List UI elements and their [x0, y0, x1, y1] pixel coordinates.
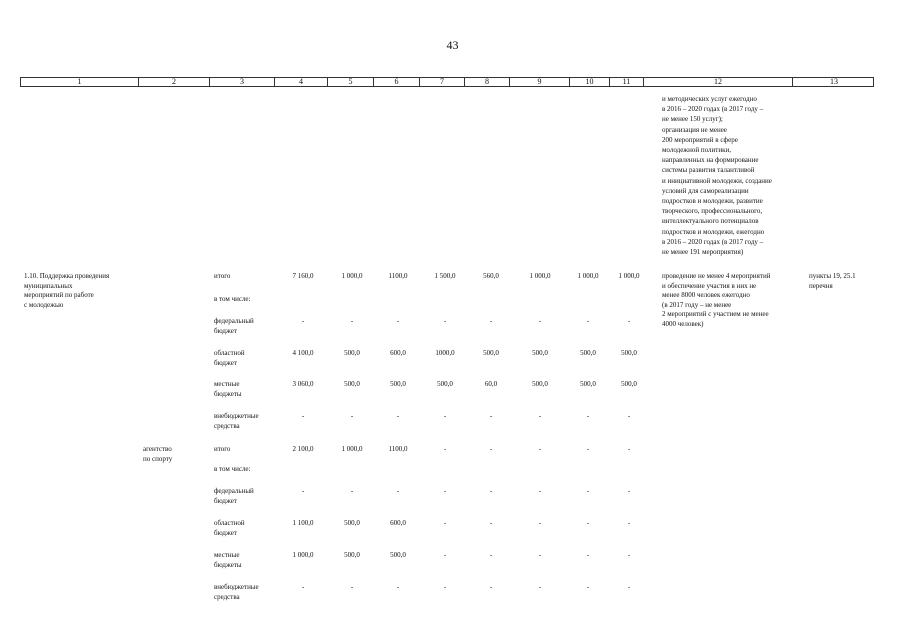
funding-value: - [538, 583, 542, 591]
funding-value: - [396, 412, 400, 420]
funding-value: 500,0 [344, 380, 360, 388]
row-label: местные [214, 380, 240, 388]
funding-value: 500,0 [344, 519, 360, 527]
measure-title-line: с молодежью [24, 300, 64, 309]
funding-value: 4 100,0 [292, 349, 314, 357]
funding-value: 500,0 [344, 349, 360, 357]
funding-value: - [627, 412, 631, 420]
funding-value: - [538, 412, 542, 420]
column-number-3: 3 [210, 78, 275, 86]
funding-value: 1000,0 [435, 349, 455, 357]
row-label: средства [214, 592, 240, 601]
column-number-7: 7 [420, 78, 465, 86]
reference-line: перечня [809, 281, 833, 290]
column-number-10: 10 [570, 78, 610, 86]
reference-line: пункты 19, 25.1 [809, 272, 856, 280]
column-number-5: 5 [328, 78, 374, 86]
funding-value: - [586, 487, 590, 495]
funding-value: 600,0 [390, 519, 406, 527]
funding-value: - [350, 412, 354, 420]
goal-text-line: подростков и молодежи, ежегодно [662, 227, 765, 236]
funding-value: 500,0 [390, 380, 406, 388]
result-text-line: менее 8000 человек ежегодно [662, 291, 750, 299]
funding-value: 1 000,0 [618, 272, 640, 280]
column-number-6: 6 [374, 78, 420, 86]
funding-value: - [443, 519, 447, 527]
funding-value: 1 500,0 [434, 272, 456, 280]
goal-text-line: молодежной политики, [662, 146, 731, 154]
funding-value: 1 000,0 [529, 272, 551, 280]
goal-text-line: условий для самореализации [662, 186, 749, 195]
result-text-line: 4000 человек) [662, 319, 704, 328]
funding-value: - [350, 487, 354, 495]
funding-value: 1 100,0 [292, 519, 314, 527]
funding-value: - [627, 583, 631, 591]
column-number-13: 13 [830, 77, 838, 86]
row-label: средства [214, 421, 240, 430]
funding-value: - [538, 445, 542, 453]
column-number-9: 9 [510, 78, 570, 86]
funding-value: 500,0 [621, 349, 637, 357]
funding-value: - [627, 445, 631, 453]
funding-value: - [538, 551, 542, 559]
executor-line: по спорту [143, 454, 173, 463]
funding-value: - [443, 583, 447, 591]
executor-line: агентство [143, 445, 172, 453]
funding-value: 3 060,0 [292, 380, 314, 388]
funding-value: - [350, 317, 354, 325]
row-label: внебюджетные [214, 583, 259, 591]
funding-value: 2 100,0 [292, 445, 314, 453]
funding-value: - [301, 487, 305, 495]
row-label: бюджеты [214, 560, 242, 569]
funding-value: 500,0 [344, 551, 360, 559]
funding-value: - [627, 519, 631, 527]
funding-value: - [489, 583, 493, 591]
column-number-1: 1 [21, 78, 139, 86]
funding-value: - [586, 519, 590, 527]
funding-value: 1 000,0 [577, 272, 599, 280]
goal-text-line: не менее 150 услуг); [662, 115, 723, 124]
funding-value: 7 160,0 [292, 272, 314, 280]
funding-value: - [586, 583, 590, 591]
goal-text-line: не менее 191 мероприятия) [662, 248, 744, 256]
column-number-2: 2 [139, 78, 210, 86]
funding-value: - [627, 487, 631, 495]
row-label: в том числе: [214, 465, 251, 473]
result-text-line: и обеспечение участия в них не [662, 281, 757, 290]
funding-value: 500,0 [437, 380, 453, 388]
result-text-line: 2 мероприятий с участием не менее [662, 310, 769, 318]
funding-value: 1 000,0 [341, 445, 363, 453]
row-label: бюджет [214, 496, 237, 505]
funding-value: 500,0 [580, 380, 596, 388]
row-label: внебюджетные [214, 412, 259, 420]
funding-value: 500,0 [532, 380, 548, 388]
goal-text-line: в 2016 – 2020 годах (в 2017 году – [662, 237, 764, 246]
goal-text-line: и инициативной молодежи, создание [662, 176, 772, 185]
goal-text-line: интеллектуального потенциалов [662, 217, 759, 226]
funding-value: - [586, 445, 590, 453]
row-label: итого [214, 272, 231, 280]
funding-value: 1100,0 [388, 272, 408, 280]
funding-value: 500,0 [483, 349, 499, 357]
funding-value: - [489, 412, 493, 420]
funding-value: 500,0 [621, 380, 637, 388]
funding-value: - [586, 317, 590, 325]
funding-value: - [538, 317, 542, 325]
column-number-8: 8 [465, 78, 510, 86]
funding-value: - [396, 487, 400, 495]
goal-text-line: 200 мероприятий в сфере [662, 135, 738, 144]
column-number-12: 12 [644, 78, 793, 86]
funding-value: - [396, 317, 400, 325]
funding-value: - [489, 487, 493, 495]
funding-value: - [301, 583, 305, 591]
goal-text-line: организация не менее [662, 125, 727, 134]
funding-value: - [443, 412, 447, 420]
funding-value: - [627, 551, 631, 559]
funding-value: - [443, 317, 447, 325]
funding-value: 60,0 [484, 380, 498, 388]
goal-text-line: и методических услуг ежегодно [662, 95, 757, 103]
goal-text-line: подростков и молодежи, развитие [662, 197, 763, 205]
funding-value: - [443, 487, 447, 495]
funding-value: 500,0 [390, 551, 406, 559]
funding-value: 1 000,0 [292, 551, 314, 559]
goal-text-line: системы развития талантливой [662, 166, 755, 175]
row-label: местные [214, 551, 240, 559]
row-label: областной [214, 349, 245, 357]
goal-text-line: направленных на формирование [662, 156, 759, 165]
goal-text-line: творческого, профессионального, [662, 207, 763, 216]
funding-value: 1100,0 [388, 445, 408, 453]
row-label: бюджет [214, 358, 237, 367]
row-label: бюджет [214, 528, 237, 537]
funding-value: 500,0 [532, 349, 548, 357]
funding-value: - [489, 317, 493, 325]
row-label: бюджеты [214, 389, 242, 398]
row-label: областной [214, 519, 245, 527]
row-label: федеральный [214, 317, 254, 325]
funding-value: - [301, 317, 305, 325]
row-label: в том числе: [214, 295, 251, 303]
funding-value: - [489, 551, 493, 559]
funding-value: - [627, 317, 631, 325]
funding-value: - [301, 412, 305, 420]
funding-value: - [586, 551, 590, 559]
funding-value: - [489, 519, 493, 527]
funding-value: - [350, 583, 354, 591]
funding-value: 1 000,0 [341, 272, 363, 280]
result-text-line: проведение не менее 4 мероприятий [662, 272, 771, 280]
funding-value: - [489, 445, 493, 453]
funding-value: 500,0 [580, 349, 596, 357]
goal-text-line: в 2016 – 2020 годах (в 2017 году – [662, 105, 764, 114]
measure-title-line: мероприятий по работе [24, 291, 94, 299]
result-text-line: (в 2017 году – не менее [662, 300, 732, 309]
funding-value: - [586, 412, 590, 420]
funding-value: - [443, 551, 447, 559]
funding-value: - [396, 583, 400, 591]
row-label: федеральный [214, 487, 254, 495]
funding-value: 600,0 [390, 349, 406, 357]
row-label: бюджет [214, 326, 237, 335]
column-number-4: 4 [275, 78, 328, 86]
page-number: 43 [446, 38, 459, 52]
funding-value: - [538, 519, 542, 527]
funding-value: - [538, 487, 542, 495]
funding-value: 560,0 [483, 272, 499, 280]
row-label: итого [214, 445, 231, 453]
measure-title-line: муниципальных [24, 281, 73, 290]
funding-value: - [443, 445, 447, 453]
column-number-header [20, 77, 874, 87]
column-number-11: 11 [610, 78, 644, 86]
measure-title-line: 1.10. Поддержка проведения [24, 272, 110, 280]
